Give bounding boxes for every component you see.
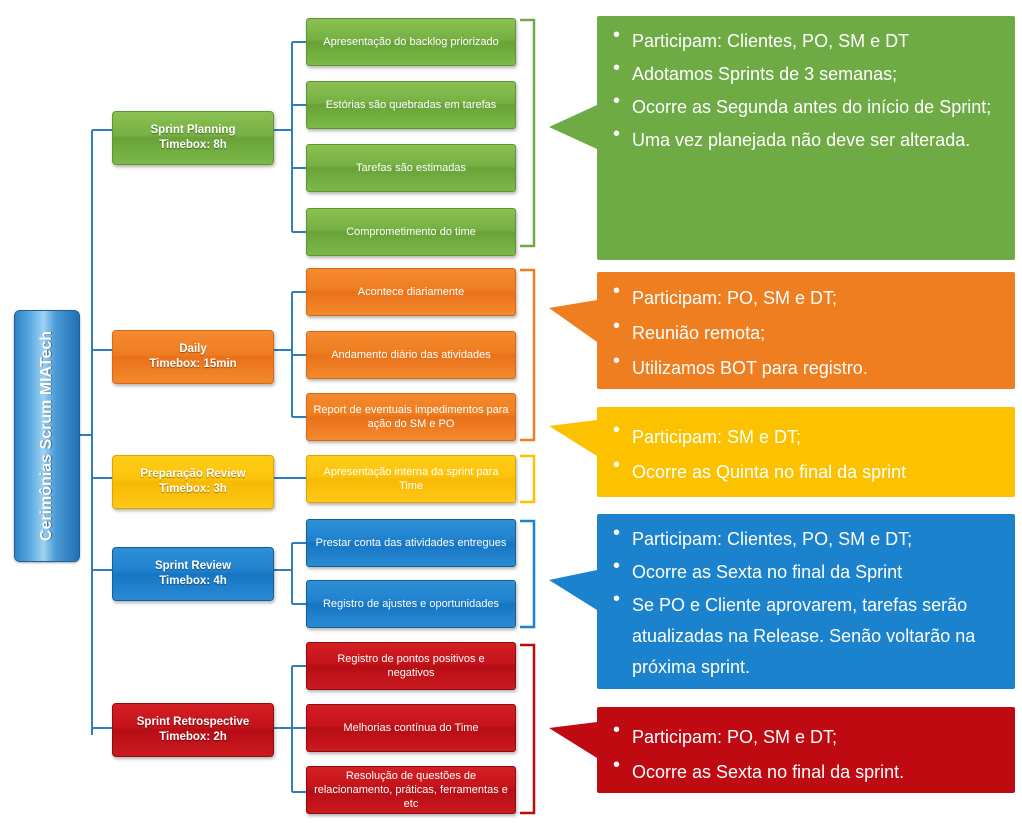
root-node [14,310,80,562]
callout-pointer-red [549,722,597,758]
callout-sprint-review [597,514,1015,689]
callout-pointer-green [549,105,597,149]
ceremony-timebox: Timebox: 8h [159,139,227,151]
callout-line: • Ocorre as Sexta no final da sprint. [613,756,1001,789]
ceremony-timebox: Timebox: 4h [159,575,227,587]
activity-item[interactable]: Melhorias contínua do Time [306,704,516,752]
activity-item[interactable]: Comprometimento do time [306,208,516,256]
ceremony-name: Sprint Review [154,560,232,572]
activity-item[interactable]: Apresentação interna da sprint para Time [306,455,516,503]
ceremony-name: Sprint Retrospective [136,716,250,728]
callout-line: • Utilizamos BOT para registro. [613,352,1001,385]
ceremony-name: Preparação Review [140,468,246,480]
callout-line: • Reunião remota; [613,317,1001,350]
activity-item[interactable]: Andamento diário das atividades [306,331,516,379]
ceremony-daily[interactable] [112,330,274,384]
callout-pointer-orange [549,300,597,342]
callout-preparacao-review [597,407,1015,497]
ceremony-timebox: Timebox: 3h [159,483,227,495]
ceremony-sprint-retrospective[interactable] [112,703,274,757]
callout-line: • Ocorre as Sexta no final da Sprint [613,557,1001,588]
callout-sprint-planning [597,16,1015,260]
callout-line: • Ocorre as Segunda antes do início de Sprint; [613,92,1001,123]
callout-sprint-retrospective [597,707,1015,793]
callout-line: • Uma vez planejada não deve ser alterada. [613,125,1001,156]
root-label: Cerimônias Scrum MIATech [38,330,55,542]
callout-line: • Participam: PO, SM e DT; [613,282,1001,315]
callout-line: • Ocorre as Quinta no final da sprint [613,456,1001,489]
ceremony-timebox: Timebox: 15min [149,358,237,370]
activity-item[interactable]: Estórias são quebradas em tarefas [306,81,516,129]
activity-item[interactable]: Resolução de questões de relacionamento, práticas, ferramentas e etc [306,766,516,814]
ceremony-timebox: Timebox: 2h [159,731,227,743]
activity-item[interactable]: Apresentação do backlog priorizado [306,18,516,66]
callout-pointer-blue [549,570,597,610]
callout-daily [597,272,1015,389]
activity-item[interactable]: Tarefas são estimadas [306,144,516,192]
activity-item[interactable]: Prestar conta das atividades entregues [306,519,516,567]
activity-item[interactable]: Acontece diariamente [306,268,516,316]
callout-line: • Participam: SM e DT; [613,421,1001,454]
callout-line: • Participam: Clientes, PO, SM e DT [613,26,1001,57]
callout-line: • Se PO e Cliente aprovarem, tarefas serão atualizadas na Release. Senão voltarão na próxima sprint. [613,590,1001,683]
callout-line: • Participam: Clientes, PO, SM e DT; [613,524,1001,555]
activity-item[interactable]: Report de eventuais impedimentos para ação do SM e PO [306,393,516,441]
callout-line: • Adotamos Sprints de 3 semanas; [613,59,1001,90]
ceremony-name: Sprint Planning [150,124,236,136]
ceremony-name: Daily [179,343,207,355]
activity-item[interactable]: Registro de ajustes e oportunidades [306,580,516,628]
ceremony-sprint-planning[interactable] [112,111,274,165]
callout-pointer-yellow [549,420,597,456]
ceremony-preparacao-review[interactable] [112,455,274,509]
callout-line: • Participam: PO, SM e DT; [613,721,1001,754]
activity-item[interactable]: Registro de pontos positivos e negativos [306,642,516,690]
ceremony-sprint-review[interactable] [112,547,274,601]
